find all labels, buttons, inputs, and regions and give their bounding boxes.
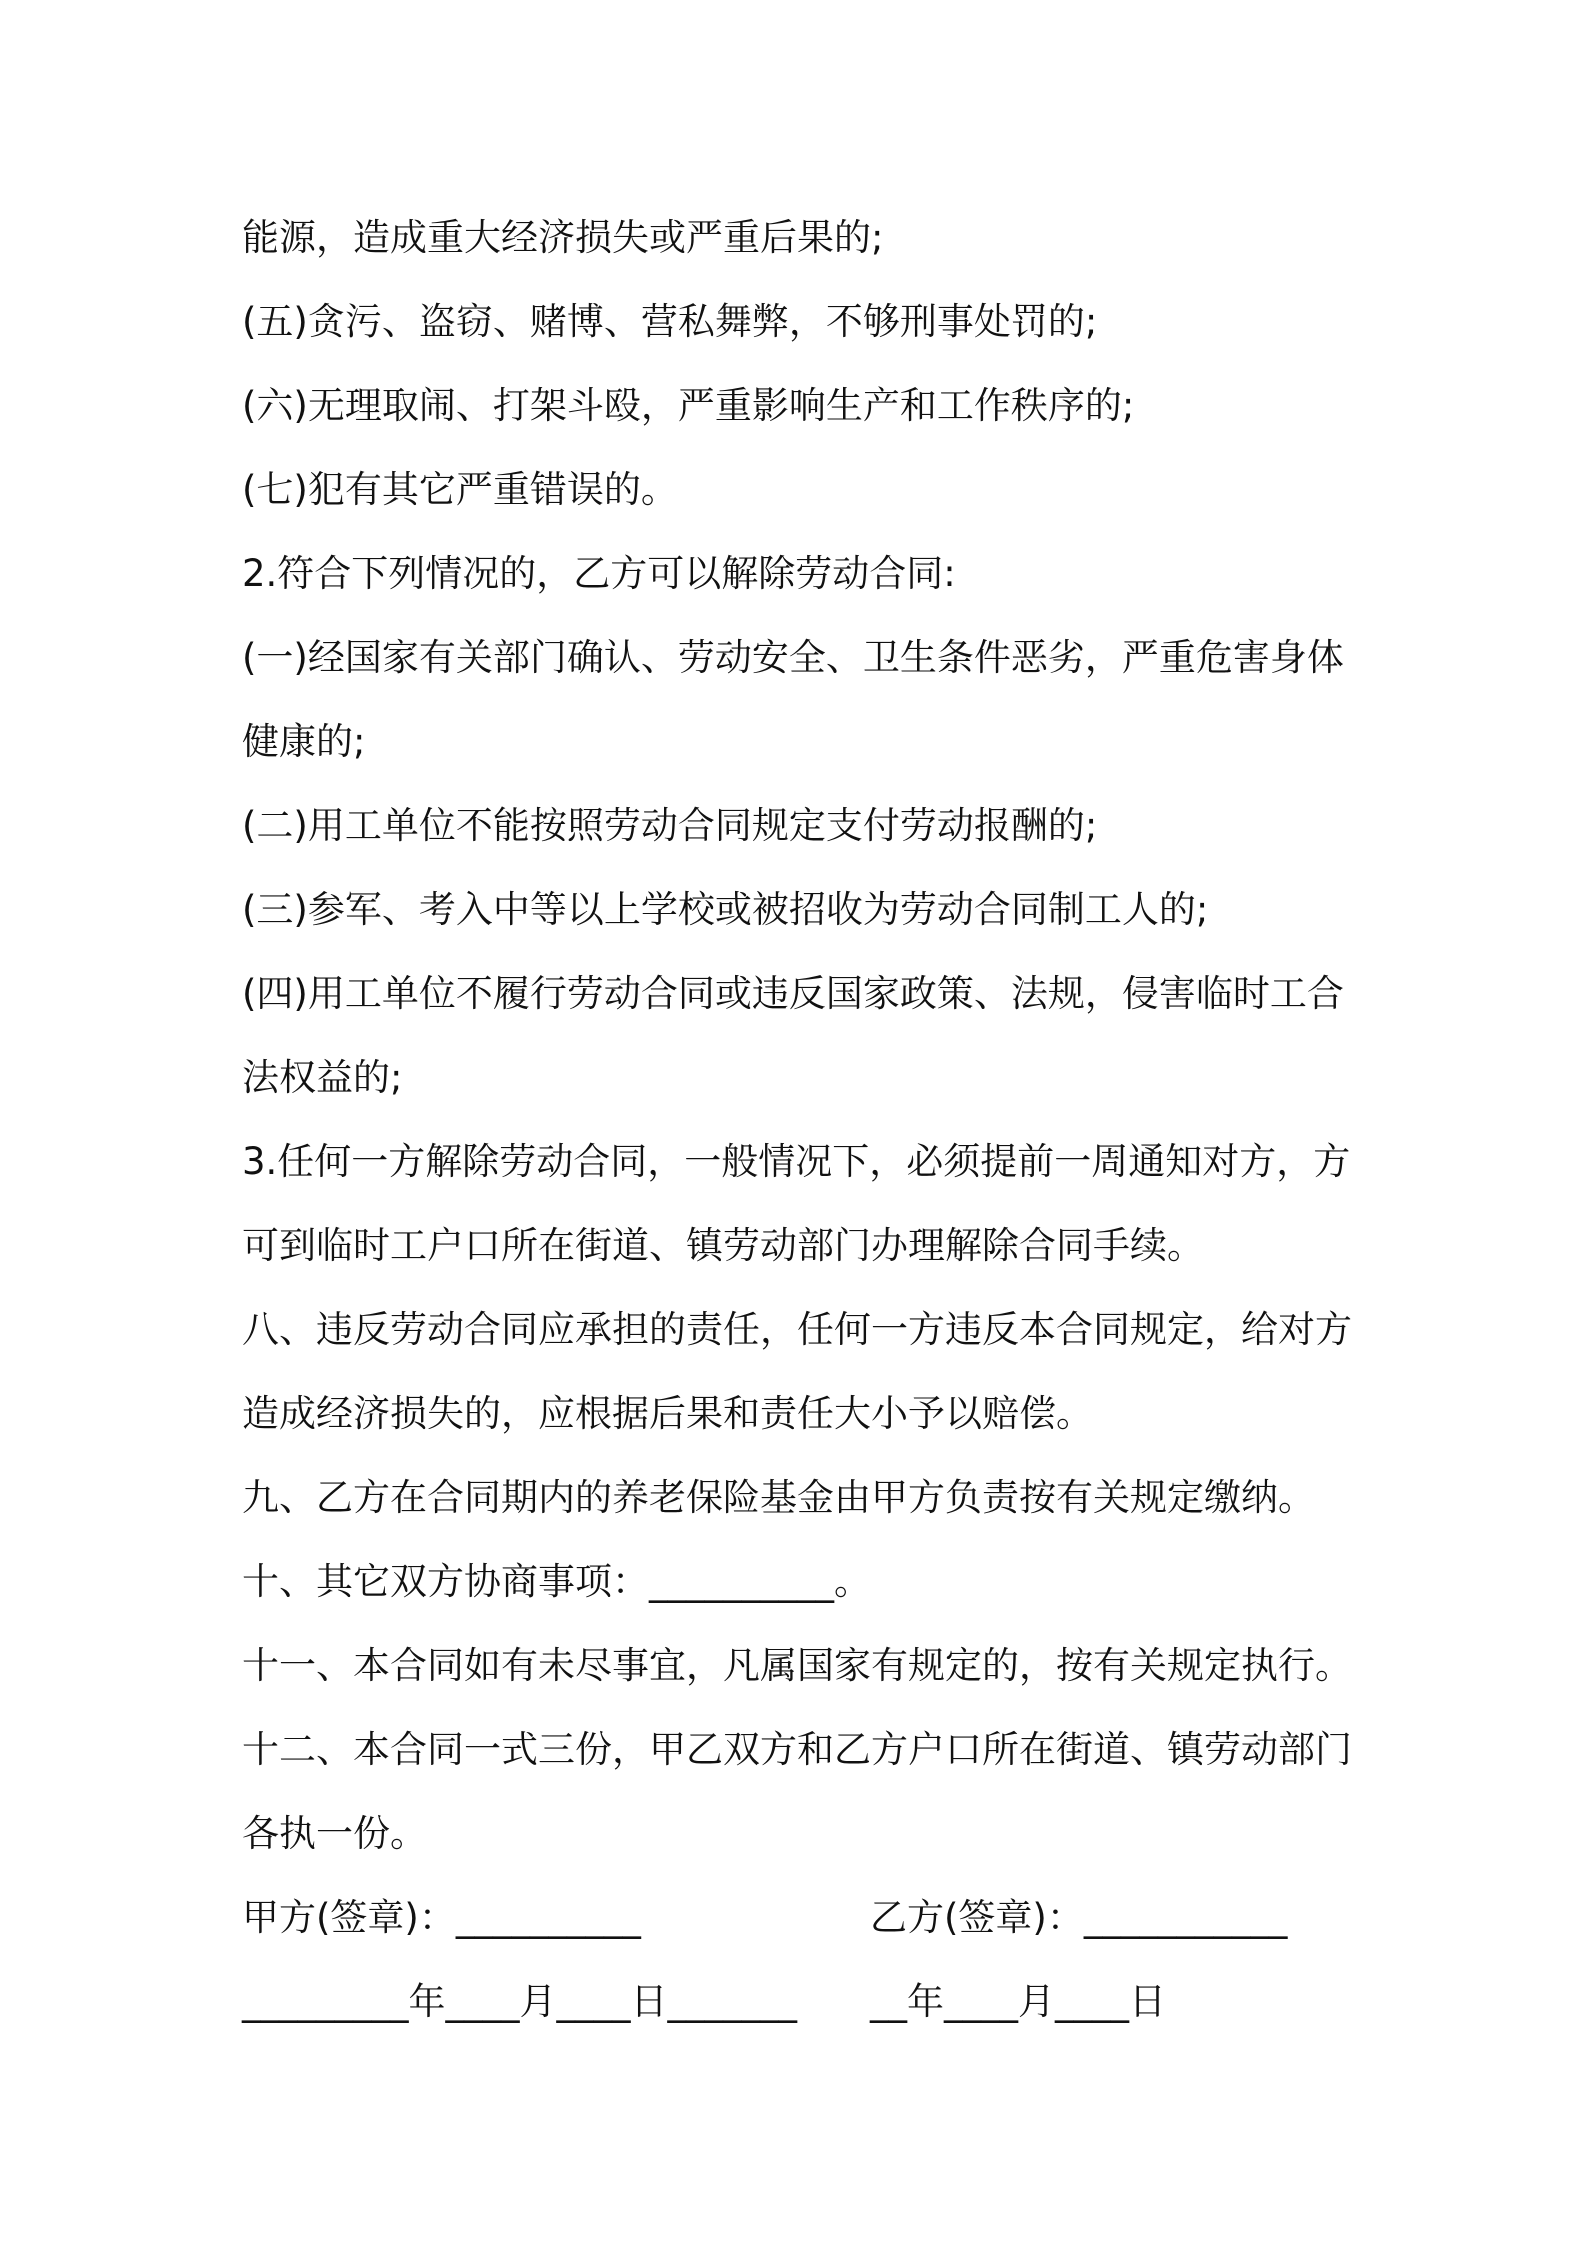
paragraph-10: 3.任何一方解除劳动合同，一般情况下，必须提前一周通知对方，方可到临时工户口所在街道、镇劳动部门办理解除合同手续。 [242,1140,1351,1267]
paragraph-5: 2.符合下列情况的，乙方可以解除劳动合同: [242,552,956,595]
paragraph-9: (四)用工单位不履行劳动合同或违反国家政策、法规，侵害临时工合法权益的; [242,972,1344,1099]
paragraph-1: 能源，造成重大经济损失或严重后果的; [242,216,884,259]
paragraph-13: 十、其它双方协商事项：__________。 [242,1560,871,1603]
party-a-date: _________年____月____日_______ [242,1980,797,2023]
party-a-signature: 甲方(签章)：__________ [242,1896,641,1939]
signature-row [242,1876,1352,1960]
paragraph-14: 十一、本合同如有未尽事宜，凡属国家有规定的，按有关规定执行。 [242,1644,1352,1687]
paragraph-7: (二)用工单位不能按照劳动合同规定支付劳动报酬的; [242,804,1098,847]
paragraph-2: (五)贪污、盗窃、赌博、营私舞弊，不够刑事处罚的; [242,300,1098,343]
party-b-date: __年____月____日 [870,1980,1166,2023]
document-body [242,196,1352,2044]
paragraph-8: (三)参军、考入中等以上学校或被招收为劳动合同制工人的; [242,888,1209,931]
paragraph-3: (六)无理取闹、打架斗殴，严重影响生产和工作秩序的; [242,384,1135,427]
party-b-signature: 乙方(签章)：___________ [870,1896,1288,1939]
paragraph-15: 十二、本合同一式三份，甲乙双方和乙方户口所在街道、镇劳动部门各执一份。 [242,1728,1352,1855]
paragraph-4: (七)犯有其它严重错误的。 [242,468,678,511]
paragraph-6: (一)经国家有关部门确认、劳动安全、卫生条件恶劣，严重危害身体健康的; [242,636,1344,763]
date-row [242,1960,1352,2044]
paragraph-11: 八、违反劳动合同应承担的责任，任何一方违反本合同规定，给对方造成经济损失的，应根据后果和责任大小予以赔偿。 [242,1308,1352,1435]
paragraph-12: 九、乙方在合同期内的养老保险基金由甲方负责按有关规定缴纳。 [242,1476,1315,1519]
